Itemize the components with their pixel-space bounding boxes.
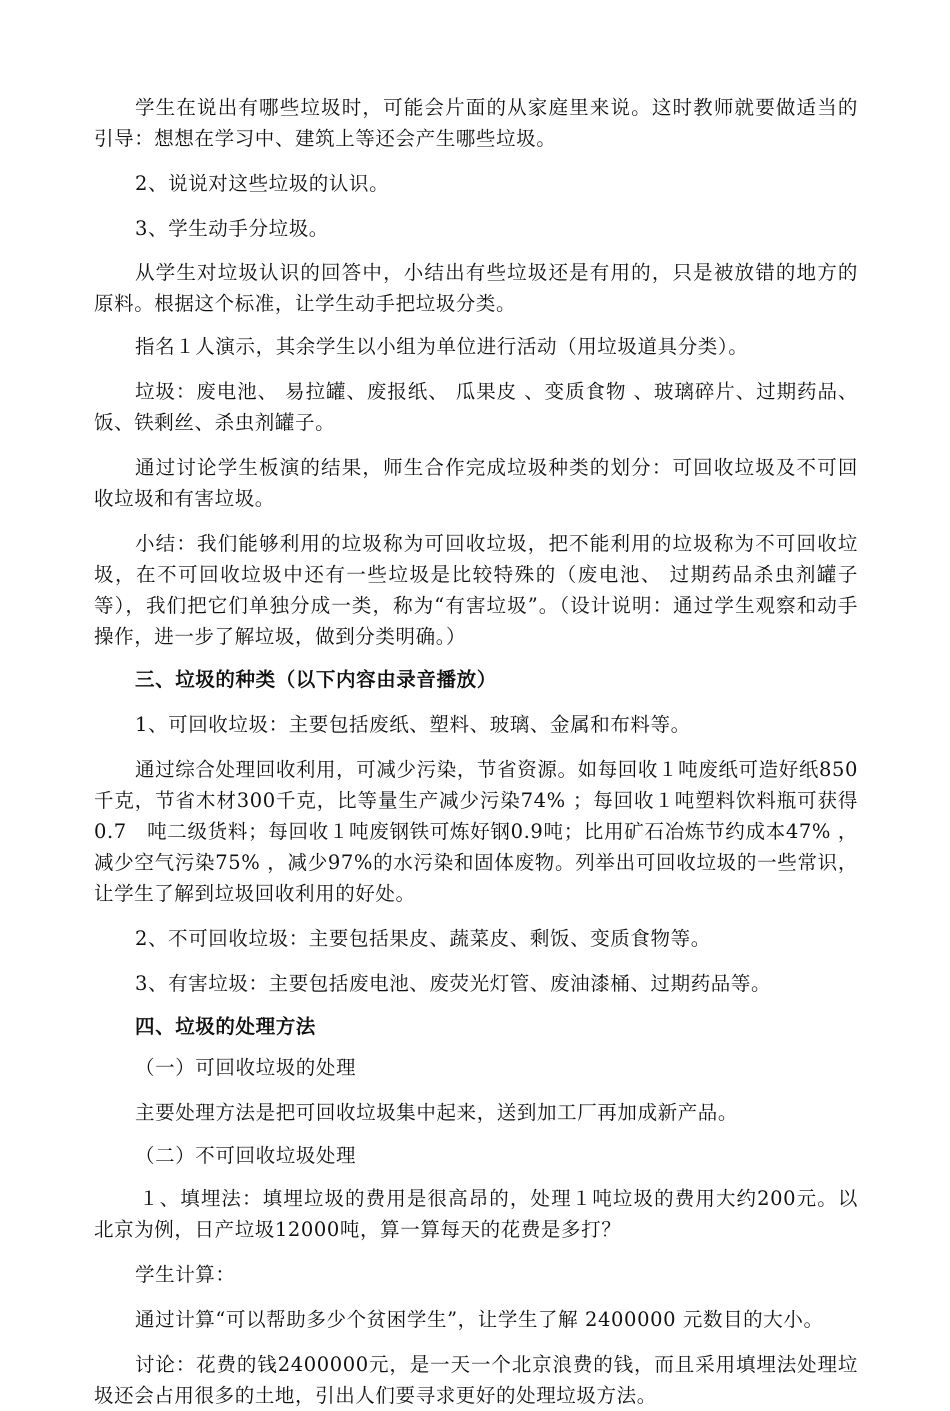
paragraph-recyclable-processing: 主要处理方法是把可回收垃圾集中起来，送到加工厂再加成新产品。 <box>135 1101 739 1124</box>
paragraph-intro: 学生在说出有哪些垃圾时，可能会片面的从家庭里来说。这时教师就要做适当的引导：想想在学习中、建筑上等还会产生哪些垃圾。 <box>94 96 858 150</box>
paragraph-landfill: １、填埋法：填埋垃圾的费用是很高昂的，处理１吨垃圾的费用大约200元。以北京为例，日产垃圾12000吨，算一算每天的花费是多打？ <box>94 1187 858 1241</box>
paragraph-step-3: 3、学生动手分垃圾。 <box>135 217 329 240</box>
paragraph-hazardous: 3、有害垃圾：主要包括废电池、废荧光灯管、废油漆桶、过期药品等。 <box>135 972 772 995</box>
paragraph-recyclable: 1、可回收垃圾：主要包括废纸、塑料、玻璃、金属和布料等。 <box>135 713 691 736</box>
paragraph-discussion: 通过讨论学生板演的结果，师生合作完成垃圾种类的划分：可回收垃圾及不可回收垃圾和有害垃圾。 <box>94 456 858 510</box>
paragraph-demo: 指名１人演示，其余学生以小组为单位进行活动（用垃圾道具分类）。 <box>135 335 749 358</box>
section-heading-types: 三、垃圾的种类（以下内容由录音播放） <box>135 668 497 691</box>
paragraph-conclusion: 小结：我们能够利用的垃圾称为可回收垃圾，把不能利用的垃圾称为不可回收垃圾，在不可回收垃圾中还有一些垃圾是比较特殊的（废电池、 过期药品杀虫剂罐子等），我们把它们单独分成一类，称为“有害垃圾”。（设计说明：通过学生观察和动手操作，进一步了解垃圾，做到分类明确。） <box>94 532 858 648</box>
paragraph-calc-purpose: 通过计算“可以帮助多少个贫困学生”，让学生了解 2400000 元数目的大小。 <box>135 1308 824 1331</box>
subheading-non-recyclable-processing: （二）不可回收垃圾处理 <box>135 1144 357 1167</box>
subheading-recyclable-processing: （一）可回收垃圾的处理 <box>135 1056 357 1079</box>
document-page <box>94 92 858 1411</box>
paragraph-garbage-list: 垃圾：废电池、 易拉罐、废报纸、 瓜果皮 、变质食物 、玻璃碎片、过期药品、饭、铁剩丝、杀虫剂罐子。 <box>94 380 858 434</box>
paragraph-discussion-cost: 讨论：花费的钱2400000元，是一天一个北京浪费的钱，而且采用填埋法处理垃圾还会占用很多的土地，引出人们要寻求更好的处理垃圾方法。 <box>94 1353 858 1407</box>
paragraph-recycling-benefits: 通过综合处理回收利用，可减少污染，节省资源。如每回收１吨废纸可造好纸850千克，节省木材300千克，比等量生产减少污染74% ；每回收１吨塑料饮料瓶可获得0.7 吨二级货料；每回收１吨废钢铁可炼好钢0.9吨；比用矿石冶炼节约成本47% ，减少空气污染75% ，减少97%的水污染和固体废物。列举出可回收垃圾的一些常识，让学生了解到垃圾回收利用的好处。 <box>94 758 858 905</box>
section-heading-methods: 四、垃圾的处理方法 <box>135 1015 316 1038</box>
paragraph-non-recyclable: 2、不可回收垃圾：主要包括果皮、蔬菜皮、剩饭、变质食物等。 <box>135 927 711 950</box>
paragraph-step-2: 2、说说对这些垃圾的认识。 <box>135 172 390 195</box>
paragraph-student-calc: 学生计算： <box>135 1263 236 1286</box>
paragraph-summary-useful: 从学生对垃圾认识的回答中，小结出有些垃圾还是有用的，只是被放错的地方的原料。根据这个标准，让学生动手把垃圾分类。 <box>94 261 858 315</box>
